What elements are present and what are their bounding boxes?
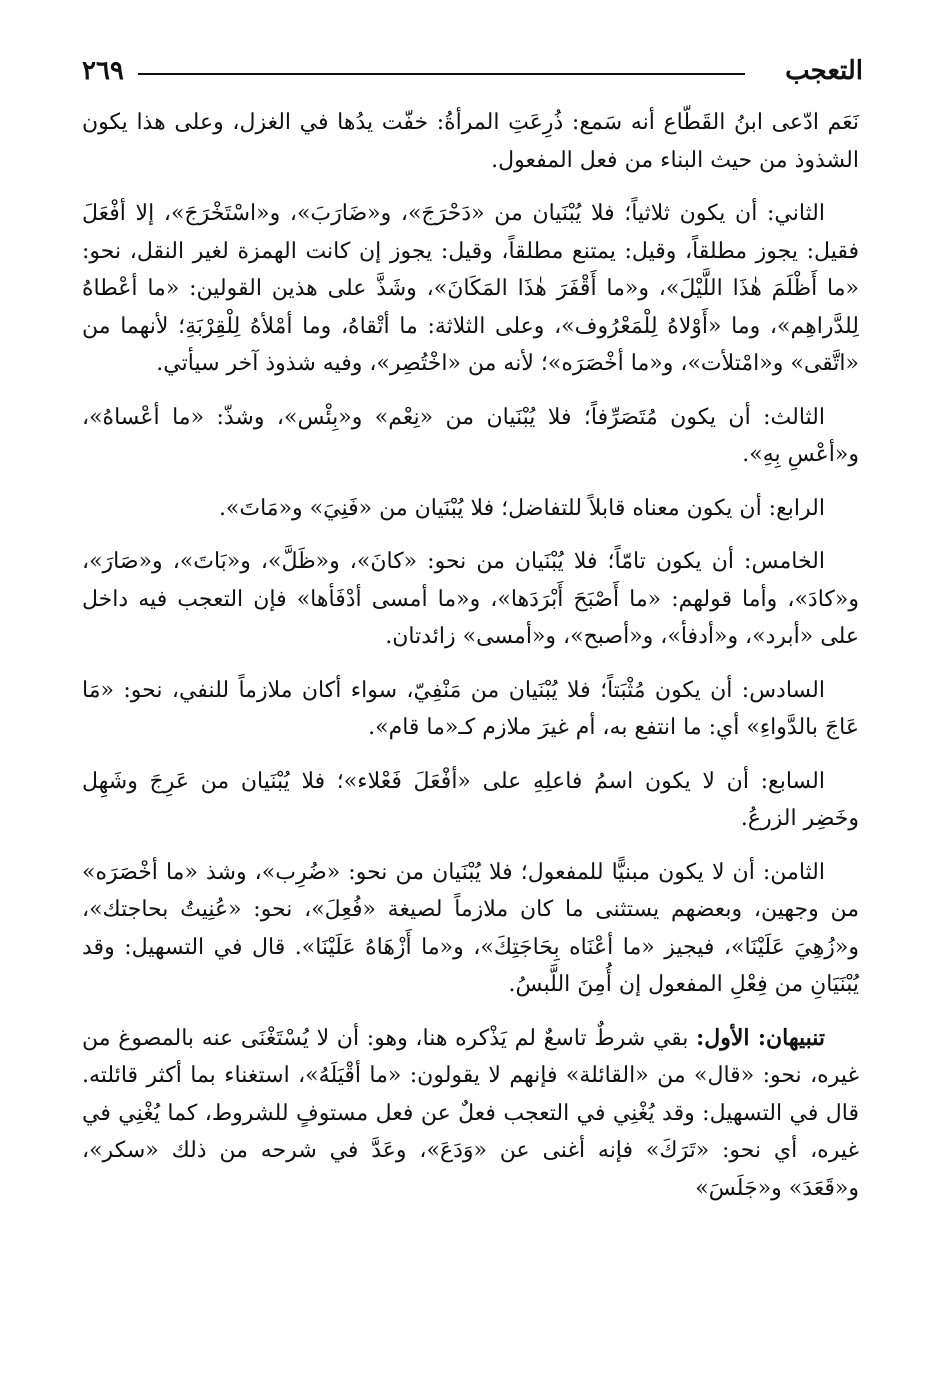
paragraph-text: الثامن: أن لا يكون مبنيًّا للمفعول؛ فلا يُبْنَيان من نحو: «ضُرِب»، وشذ «ما أخْصَرَه» من وجهين، وبعضهم يستثنى ما كان ملازماً لصيغة «فُعِلَ»، نحو: «عُنِيتُ بحاجتك»، و«زُهِيَ عَلَيْنَا»، فيجيز «ما أعْنَاه بِحَاجَتِكَ»، و«ما أَزْهَاهُ عَلَيْنَا». قال في التسهيل: وقد يُبْنَيَانِ من فِعْلِ المفعول إن أُمِنَ اللَّبسُ.: [82, 859, 859, 997]
paragraph-text: الثاني: أن يكون ثلاثياً؛ فلا يُبْنَيان من «دَحْرَجَ»، و«ضَارَبَ»، و«اسْتَخْرَجَ»، إلا أفْعَلَ فقيل: يجوز مطلقاً، وقيل: يمتنع مطلقاً، وقيل: يجوز إن كانت الهمزة لغير النقل، نحو: «ما أَظْلَمَ هٰذَا اللَّيْلَ»، و«ما أَقْفَرَ هٰذَا المَكَانَ»، وشَذَّ على هذين القولين: «ما أعْطاهُ لِلدَّراهِم»، وما «أَوْلاهُ لِلْمَعْرُوف»، وعلى الثلاثة: ما أتْقاهُ، وما أمْلأهُ لِلْقِرْبَةِ؛ لأنهما من «اتَّقى» و«امْتلأت»، و«ما أخْصَرَه»؛ لأنه من «اخْتُصِر»، وفيه شذوذ آخر سيأتي.: [82, 201, 859, 376]
paragraph-text: الخامس: أن يكون تامّاً؛ فلا يُبْنَيان من نحو: «كانَ»، و«ظَلَّ»، و«بَاتَ»، و«صَارَ»، و«كادَ»، وأما قولهم: «ما أَصْبَحَ أَبْرَدَها»، و«ما أمسى أدْفَأها» فإن التعجب فيه داخل على «أبرد»، و«أدفأ»، و«أصبح»، و«أمسى» زائدتان.: [82, 549, 859, 649]
page-number: ٢٦٩: [82, 56, 124, 86]
page-header: [82, 56, 863, 90]
paragraph: [82, 1020, 859, 1208]
paragraph-text: بقي شرطٌ تاسعٌ لم يَذْكره هنا، وهو: أن لا يُسْتَغْنَى عنه بالمصوغ من غيره، نحو: «قال» من «القائلة» فإنهم لا يقولون: «ما أقْيَلَهُ»، استغناء بما أكثر قائلته. قال في التسهيل: وقد يُغْنِي في التعجب فعلٌ عن فعل مستوفٍ للشروط، كما يُغْنِي في غيره، أي نحو: «تَرَكَ» فإنه أغنى عن «وَدَعَ»، وعَدَّ في شرحه من ذلك «سكر»، و«قَعَدَ» و«جَلَسَ»: [82, 1025, 859, 1201]
paragraph-text: السابع: أن لا يكون اسمُ فاعلِهِ على «أفْعَلَ فَعْلاء»؛ فلا يُبْنَيان من عَرِجَ وشَهِل وخَضِر الزرعُ.: [82, 768, 859, 831]
chapter-title: التعجب: [785, 56, 863, 86]
paragraph: [82, 195, 859, 383]
paragraph-text: نَعَم ادّعى ابنُ القَطّاع أنه سَمع: ذُرِعَتِ المرأةُ: خفّت يدُها في الغزل، وعلى هذا يكون الشذوذ من حيث البناء من فعل المفعول.: [82, 110, 859, 173]
paragraph: [82, 399, 859, 474]
paragraph-text: الثالث: أن يكون مُتَصَرِّفاً؛ فلا يُبْنَيان من «نِعْم» و«بِئْس»، وشذّ: «ما أعْساهُ»، و«أعْسِ بِهِ».: [82, 404, 859, 467]
paragraph: [82, 763, 859, 838]
paragraph-text: الرابع: أن يكون معناه قابلاً للتفاضل؛ فلا يُبْنَيان من «فَنِيَ» و«مَاتَ».: [218, 495, 825, 521]
header-rule: [138, 73, 745, 75]
paragraph: [82, 543, 859, 656]
paragraph: [82, 104, 859, 179]
paragraph: [82, 490, 859, 528]
paragraph-text: السادس: أن يكون مُثْبَتاً؛ فلا يُبْنَيان من مَنْفِيّ، سواء أكان ملازماً للنفي، نحو: «مَا عَاجَ بالدَّواءِ» أي: ما انتفع به، أم غيرَ ملازم كـ«ما قام».: [82, 677, 859, 740]
notes-heading: تنبيهان: الأول:: [696, 1024, 825, 1051]
paragraph: [82, 854, 859, 1004]
body-text: [82, 104, 859, 1223]
paragraph: [82, 672, 859, 747]
